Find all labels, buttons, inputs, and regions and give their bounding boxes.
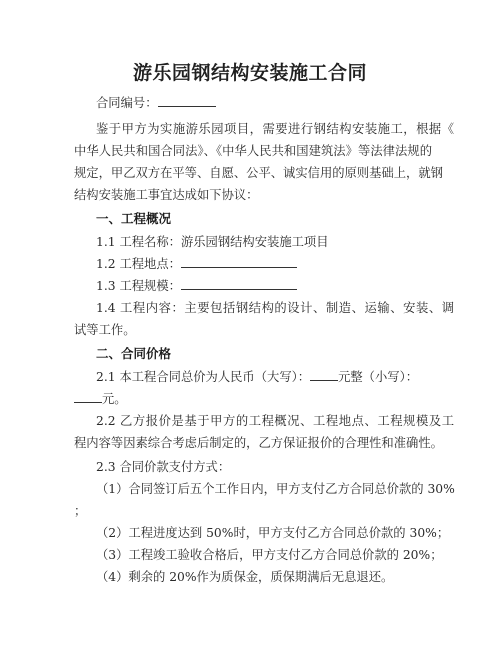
project-scale-blank bbox=[181, 278, 297, 290]
section2-item1-line2-text: 元。 bbox=[102, 392, 127, 406]
section2-item1-part-b: 元整（小写）： bbox=[338, 370, 419, 384]
section1-heading: 一、工程概况 bbox=[96, 211, 172, 226]
preamble-line-3: 规定，甲乙双方在平等、自愿、公平、诚实信用的原则基础上，就钢 bbox=[74, 166, 443, 180]
preamble-line-4: 结构安装施工事宜达成如下协议： bbox=[74, 188, 259, 202]
section1-item1: 1.1 工程名称：游乐园钢结构安装施工项目 bbox=[96, 235, 329, 249]
contract-number-blank bbox=[158, 95, 216, 107]
contract-number-label: 合同编号： bbox=[96, 96, 158, 110]
payment-item-4: （4）剩余的 20%作为质保金，质保期满后无息退还。 bbox=[96, 570, 394, 584]
amount-uppercase-blank bbox=[310, 369, 338, 381]
payment-item-2: （2）工程进度达到 50%时，甲方支付乙方合同总价款的 30%； bbox=[96, 526, 450, 540]
section1-item2: 1.2 工程地点： bbox=[96, 257, 181, 271]
section2-item1-part-a: 2.1 本工程合同总价为人民币（大写）： bbox=[96, 370, 311, 384]
amount-lowercase-blank bbox=[74, 391, 102, 403]
section1-item2-line bbox=[74, 256, 454, 272]
document-title: 游乐园钢结构安装施工合同 bbox=[132, 62, 367, 84]
contract-number-line bbox=[74, 95, 454, 111]
payment-item-1-line1: （1）合同签订后五个工作日内，甲方支付乙方合同总价款的 30% bbox=[96, 482, 455, 496]
preamble-line-2: 中华人民共和国合同法》、《中华人民共和国建筑法》等法律法规的 bbox=[74, 144, 432, 158]
section1-item4-line2: 试等工作。 bbox=[74, 323, 136, 337]
section2-heading: 二、合同价格 bbox=[96, 346, 172, 361]
payment-item-1-line2: ； bbox=[74, 504, 87, 518]
section1-item3: 1.3 工程规模： bbox=[96, 279, 181, 293]
section2-item2-line2: 程内容等因素综合考虑后制定的，乙方保证报价的合理性和准确性。 bbox=[74, 436, 443, 450]
section1-item3-line bbox=[74, 278, 454, 294]
payment-item-3: （3）工程竣工验收合格后，甲方支付乙方合同总价款的 20%； bbox=[96, 548, 443, 562]
project-location-blank bbox=[181, 256, 297, 268]
section2-item3: 2.3 合同价款支付方式： bbox=[96, 460, 231, 474]
section2-item2-line1: 2.2 乙方报价是基于甲方的工程概况、工程地点、工程规模及工 bbox=[96, 414, 454, 428]
preamble-line-1: 鉴于甲方为实施游乐园项目，需要进行钢结构安装施工，根据《 bbox=[96, 122, 454, 136]
section2-item1-line1 bbox=[74, 369, 454, 385]
section1-item4-line1: 1.4 工程内容：主要包括钢结构的设计、制造、运输、安装、调 bbox=[96, 301, 454, 315]
section2-item1-line2 bbox=[74, 391, 432, 407]
